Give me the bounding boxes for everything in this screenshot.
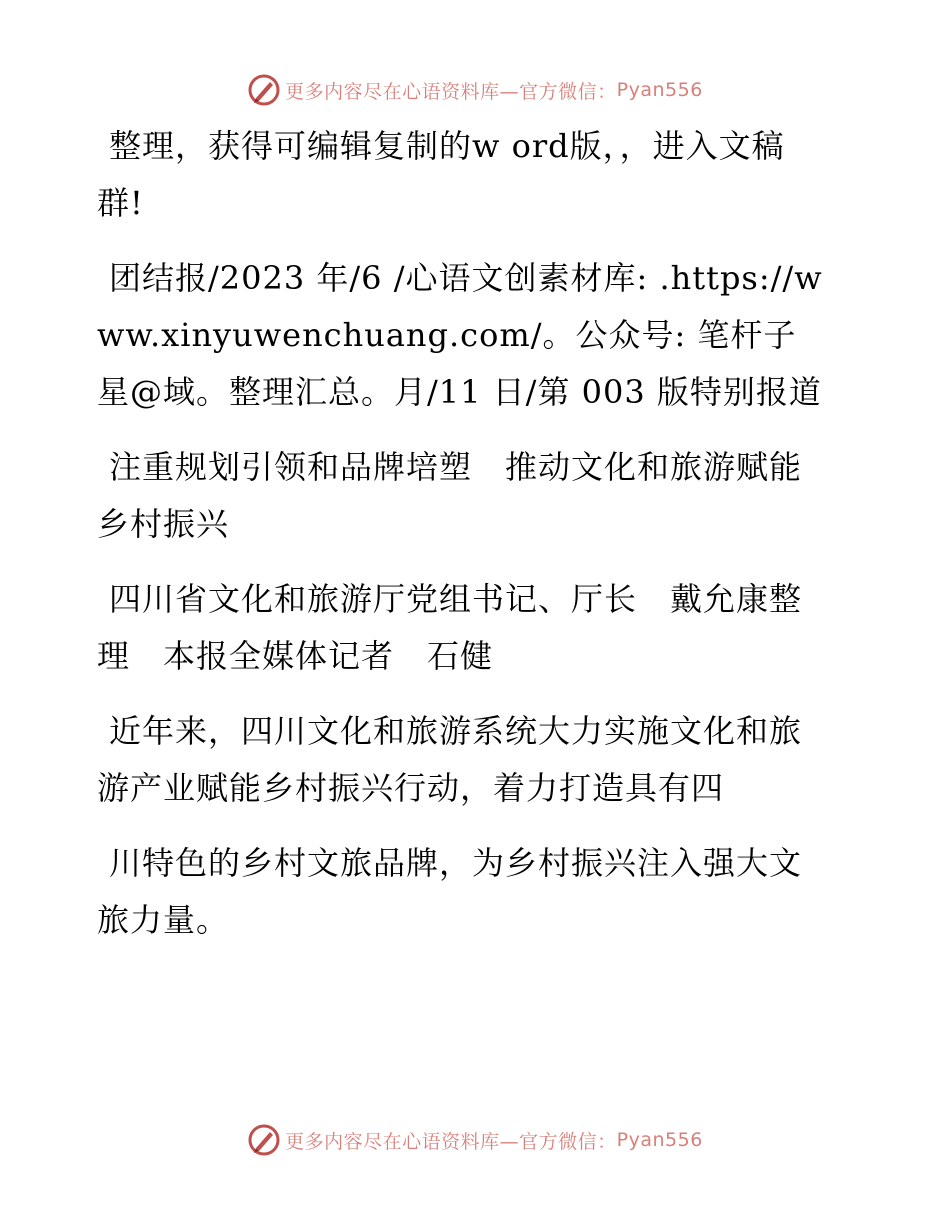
header-banner-text: 更多内容尽在心语资料库—官方微信： [285,80,617,103]
footer-banner [0,1120,950,1160]
header-banner-brand: Pyan556 [616,79,703,101]
paragraph-source: 团结报/2023 年/6 /心语文创素材库: .https://www.xinyuwenchuang.com/。公众号: 笔杆子星@域。整理汇总。月/11 日/第 003 版特别报道 [97,259,823,411]
header-banner [0,70,950,110]
pen-logo-icon [247,1123,281,1157]
footer-banner-text: 更多内容尽在心语资料库—官方微信： [285,1130,617,1153]
paragraph-body-2: 川特色的乡村文旅品牌，为乡村振兴注入强大文旅力量。 [97,844,803,939]
document-body [97,118,827,967]
paragraph-body-1: 近年来，四川文化和旅游系统大力实施文化和旅游产业赋能乡村振兴行动，着力打造具有四 [97,712,803,807]
pen-logo-icon [247,73,281,107]
footer-banner-brand: Pyan556 [616,1129,703,1151]
paragraph-byline: 四川省文化和旅游厅党组书记、厅长 戴允康整理 本报全媒体记者 石健 [97,580,803,675]
paragraph-headline: 注重规划引领和品牌培塑 推动文化和旅游赋能乡村振兴 [97,448,803,543]
paragraph-intro: 整理，获得可编辑复制的w ord版，，进入文稿群! [97,127,785,222]
